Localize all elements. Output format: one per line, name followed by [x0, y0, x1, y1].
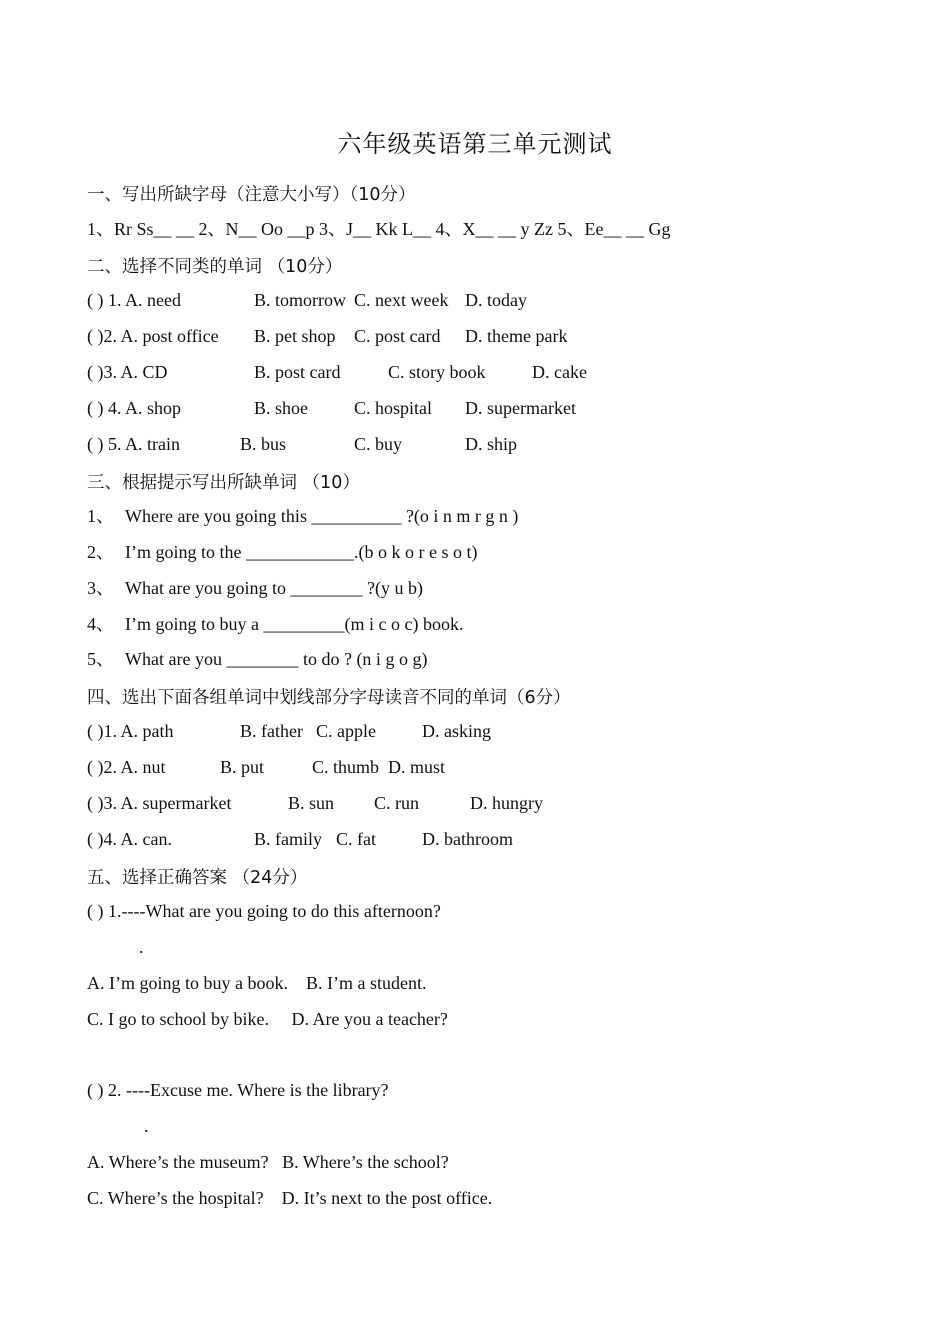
s4-item-4-d: D. bathroom [422, 829, 513, 849]
page-title: 六年级英语第三单元测试 [337, 130, 613, 158]
s3-item-2-text: I’m going to the ____________.(b o k o r e s o t) [125, 542, 478, 562]
section-4-heading: 四、选出下面各组单词中划线部分字母读音不同的单词（6分） [87, 688, 571, 708]
s3-item-5-text: What are you ________ to do ? (n i g o g) [125, 649, 428, 669]
section-5-heading: 五、选择正确答案 （24分） [87, 868, 308, 888]
section-1-heading: 一、写出所缺字母（注意大小写）（10分） [87, 185, 416, 205]
s5-q1-options-cd: C. I go to school by bike. D. Are you a teacher? [87, 1009, 448, 1029]
s3-item-3-text: What are you going to ________ ?(y u b) [125, 578, 423, 598]
s5-q2-question: ( ) 2. ----Excuse me. Where is the library? [87, 1080, 389, 1100]
s3-item-4-text: I’m going to buy a _________(m i c o c) book. [125, 614, 464, 634]
s2-item-2-d: D. theme park [465, 326, 568, 346]
s4-item-4-c: C. fat [336, 829, 376, 849]
s4-item-1-b: B. father [240, 721, 303, 741]
s4-item-3-b: B. sun [288, 793, 335, 813]
s5-q2-options-ab: A. Where’s the museum? B. Where’s the school? [87, 1152, 449, 1172]
s3-item-2-num: 2、 [87, 542, 114, 562]
s4-item-4-a: ( )4. A. can. [87, 829, 172, 849]
s4-item-1-c: C. apple [316, 721, 376, 741]
s5-q1-options-ab: A. I’m going to buy a book. B. I’m a student. [87, 973, 427, 993]
s4-item-3-d: D. hungry [470, 793, 543, 813]
s5-q2-answer-blank: . [144, 1116, 149, 1136]
s2-item-1-b: B. tomorrow [254, 290, 346, 310]
s4-item-2-b: B. put [220, 757, 265, 777]
s2-item-2-a: ( )2. A. post office [87, 326, 219, 346]
s2-item-4-d: D. supermarket [465, 398, 576, 418]
s2-item-5-a: ( ) 5. A. train [87, 434, 180, 454]
s2-item-5-d: D. ship [465, 434, 518, 454]
s3-item-3-num: 3、 [87, 578, 114, 598]
s2-item-4-a: ( ) 4. A. shop [87, 398, 181, 418]
s2-item-1-a: ( ) 1. A. need [87, 290, 181, 310]
s5-q2-options-cd: C. Where’s the hospital? D. It’s next to the post office. [87, 1188, 493, 1208]
s2-item-4-b: B. shoe [254, 398, 308, 418]
s4-item-4-b: B. family [254, 829, 322, 849]
s4-item-3-c: C. run [374, 793, 419, 813]
s4-item-3-a: ( )3. A. supermarket [87, 793, 232, 813]
s2-item-4-c: C. hospital [354, 398, 433, 418]
s2-item-3-c: C. story book [388, 362, 486, 382]
s5-q1-question: ( ) 1.----What are you going to do this afternoon? [87, 901, 441, 921]
s4-item-2-c: C. thumb [312, 757, 380, 777]
s2-item-2-c: C. post card [354, 326, 441, 346]
s3-item-1-text: Where are you going this __________ ?(o i n m r g n ) [125, 506, 519, 526]
section-2-heading: 二、选择不同类的单词 （10分） [87, 257, 343, 277]
s2-item-3-b: B. post card [254, 362, 341, 382]
s2-item-1-c: C. next week [354, 290, 449, 310]
s3-item-5-num: 5、 [87, 649, 114, 669]
s2-item-1-d: D. today [465, 290, 527, 310]
s2-item-3-d: D. cake [532, 362, 587, 382]
s2-item-5-c: C. buy [354, 434, 403, 454]
s2-item-3-a: ( )3. A. CD [87, 362, 168, 382]
s2-item-2-b: B. pet shop [254, 326, 336, 346]
s4-item-2-a: ( )2. A. nut [87, 757, 166, 777]
s4-item-1-a: ( )1. A. path [87, 721, 174, 741]
s2-item-5-b: B. bus [240, 434, 287, 454]
section-1-line: 1、Rr Ss__ __ 2、N__ Oo __p 3、J__ Kk L__ 4、X__ __ y Zz 5、Ee__ __ Gg [87, 219, 671, 239]
s3-item-1-num: 1、 [87, 506, 114, 526]
s5-q1-answer-blank: . [139, 937, 144, 957]
s4-item-2-d: D. must [388, 757, 446, 777]
section-3-heading: 三、根据提示写出所缺单词 （10） [87, 473, 360, 493]
s3-item-4-num: 4、 [87, 614, 114, 634]
s4-item-1-d: D. asking [422, 721, 491, 741]
